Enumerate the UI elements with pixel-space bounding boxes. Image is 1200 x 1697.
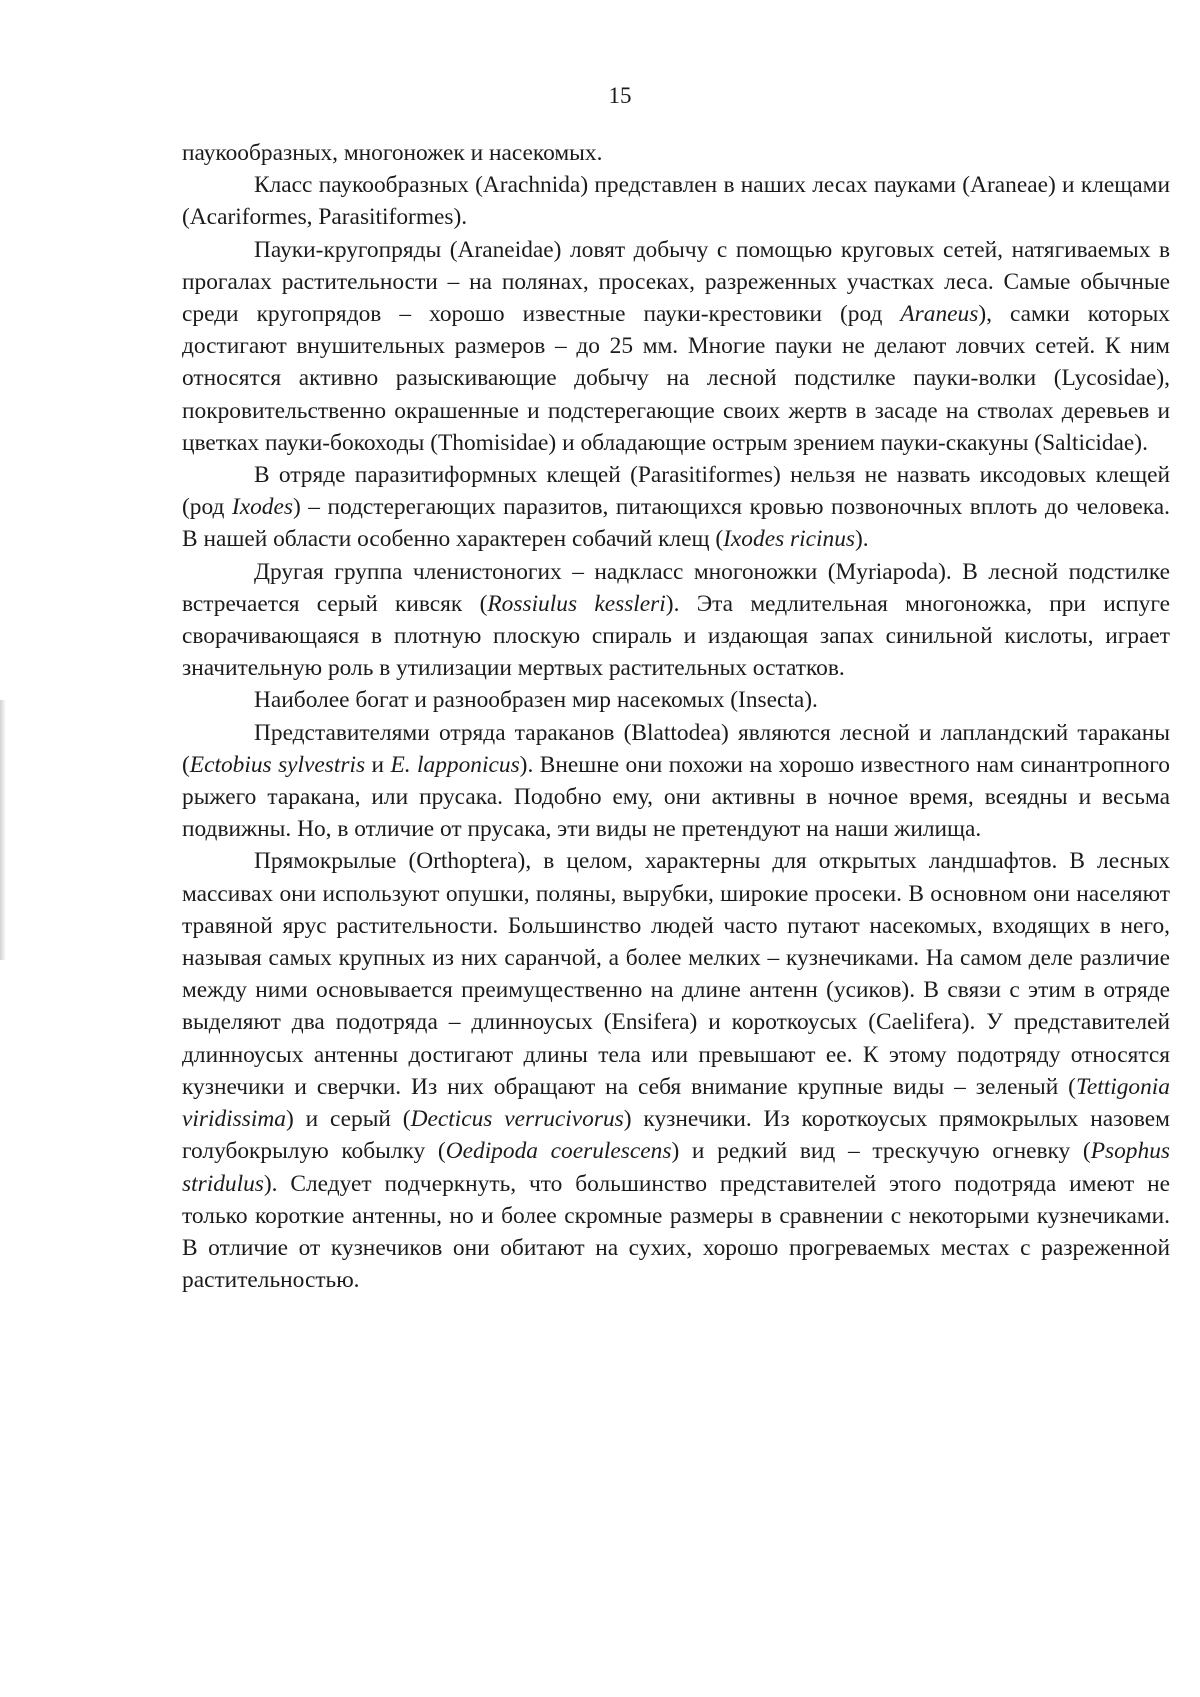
latin-species-name: Ixodes ricinus [723, 526, 856, 553]
latin-species-name: Araneus [900, 301, 979, 328]
text-run: Прямокрылые (Orthoptera), в целом, характерны для открытых ландшафтов. В лесных массивах они используют опушки, поляны, вырубки, широкие просеки. В основном они населяют травяной ярус растительности. Большинство людей часто путают насекомых, входящих в него, называя самых крупных из них саранчой, а более мелких – кузнечиками. На самом деле различие между ними основывается преимущественно на длине антенн (усиков). В связи с этим в отряде выделяют два подотряда – длинноусых (Ensifera) и короткоусых (Caelifera). У представителей длинноусых антенны достигают длины тела или превышают ее. К этому подотряду относятся кузнечики и сверчки. Из них обращают на себя внимание крупные виды – зеленый ( [182, 848, 1170, 1100]
text-run: ). [855, 526, 869, 553]
page-number: 15 [608, 83, 632, 108]
paragraph [182, 234, 1170, 459]
latin-species-name: E. lapponicus [390, 751, 520, 778]
paragraph [182, 845, 1170, 1296]
latin-species-name: Ectobius sylvestris [189, 751, 366, 778]
text-run: Класс паукообразных (Arachnida) представлен в наших лесах пауками (Araneae) и клещами (Acariformes, Parasitiformes). [182, 172, 1170, 231]
text-run: ) – подстерегающих паразитов, питающихся кровью позвоночных вплоть до человека. В нашей области особенно характерен собачий клещ ( [182, 494, 1170, 553]
text-run: Пауки-кругопряды (Araneidae) ловят добычу с помощью круговых сетей, натягиваемых в прогалах растительности – на полянах, просеках, разреженных участках леса. Самые обычные среди кругопрядов – хорошо известные пауки-крестовики (род [182, 236, 1170, 328]
paragraph [182, 556, 1170, 685]
text-run: В отряде паразитиформных клещей (Parasitiformes) нельзя не назвать иксодовых клещей (род [182, 462, 1170, 521]
text-run: Наиболее богат и разнообразен мир насекомых (Insecta). [254, 687, 818, 714]
latin-species-name: Tettigonia viridissima [182, 1073, 1170, 1133]
text-run: ) и серый ( [285, 1106, 411, 1133]
paragraph [182, 459, 1170, 556]
text-run: ) и редкий вид – трескучую огневку ( [671, 1138, 1091, 1165]
paragraph [182, 169, 1170, 233]
text-run: ) кузнечики. Из короткоусых прямокрылых назовем голубокрылую кобылку ( [182, 1106, 1170, 1165]
latin-species-name: Psophus stridulus [182, 1138, 1170, 1197]
latin-species-name: Oedipoda coerulescens [445, 1138, 672, 1165]
latin-species-name: Rossiulus kessleri [487, 590, 666, 617]
text-run: ). Следует подчеркнуть, что большинство представителей этого подотряда имеют не только короткие антенны, но и более скромные размеры в сравнении с некоторыми кузнечиками. В отличие от кузнечиков они обитают на сухих, хорошо прогреваемых местах с разреженной растительностью. [182, 1170, 1170, 1294]
text-run: Другая группа членистоногих – надкласс многоножки (Myriapoda). В лесной подстилке встречается серый кивсяк ( [182, 558, 1170, 617]
text-run: ). Эта медлительная многоножка, при испуге сворачивающаяся в плотную плоскую спираль и издающая запах синильной кислоты, играет значительную роль в утилизации мертвых растительных остатков. [182, 590, 1170, 682]
paragraph [182, 684, 1170, 716]
text-run: и [365, 751, 391, 778]
body-text [182, 137, 1170, 1296]
latin-species-name: Ixodes [231, 494, 293, 521]
text-run: ). Внешне они похожи на хорошо известного нам синантропного рыжего таракана, или прусака. Подобно ему, они активны в ночное время, всеядны и весьма подвижны. Но, в отличие от прусака, эти виды не претендуют на наши жилища. [182, 751, 1170, 843]
text-run: паукообразных, многоножек и насекомых. [182, 140, 603, 166]
text-run: Представителями отряда тараканов (Blattodea) являются лесной и лапландский тараканы ( [182, 719, 1170, 778]
scan-edge-shadow [0, 700, 6, 960]
paragraph [182, 717, 1170, 846]
paragraph [182, 137, 1170, 169]
latin-species-name: Decticus verrucivorus [410, 1106, 624, 1133]
text-run: ), самки которых достигают внушительных размеров – до 25 мм. Многие пауки не делают ловчих сетей. К ним относятся активно разыскивающие добычу на лесной подстилке пауки-волки (Lycosidae), покровительственно окрашенные и подстерегающие своих жертв в засаде на стволах деревьев и цветках пауки-бокоходы (Thomisidae) и обладающие острым зрением пауки-скакуны (Salticidae). [182, 301, 1170, 456]
